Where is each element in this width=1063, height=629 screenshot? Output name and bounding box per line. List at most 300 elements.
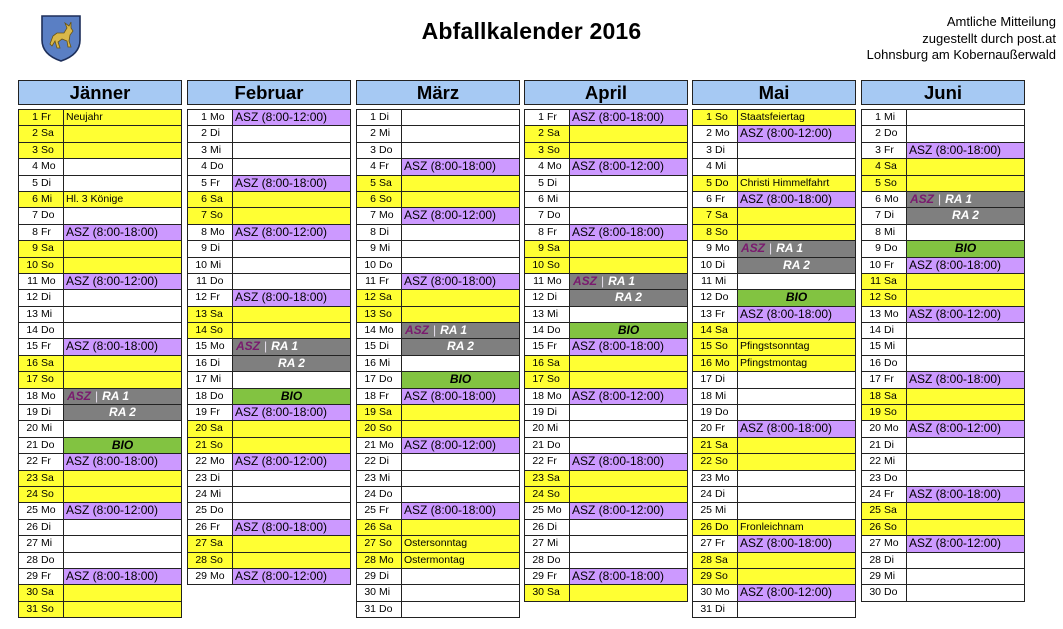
day-number: 26 [700, 520, 712, 533]
day-number: 24 [26, 487, 38, 500]
bio-label: BIO [954, 241, 977, 256]
day-cell [18, 405, 64, 420]
day-number: 22 [364, 455, 376, 468]
event-cell [738, 421, 856, 436]
day-number: 22 [532, 455, 544, 468]
day-number: 5 [201, 176, 207, 189]
day-cell [524, 487, 570, 502]
day-row [356, 389, 520, 405]
weekday: Mi [715, 160, 727, 173]
day-row [356, 143, 520, 159]
day-cell [18, 421, 64, 436]
day-number: 20 [364, 422, 376, 435]
day-row [692, 454, 856, 470]
event-cell [64, 159, 182, 174]
day-row [356, 536, 520, 552]
day-cell [524, 405, 570, 420]
day-row [692, 503, 856, 519]
day-cell [861, 503, 907, 518]
day-row [18, 176, 182, 192]
event-cell [738, 290, 856, 305]
ra-label: RA 2 [109, 405, 136, 420]
day-number: 19 [364, 406, 376, 419]
event-cell [738, 487, 856, 502]
event-cell [402, 241, 520, 256]
day-cell [692, 405, 738, 420]
weekday: Mo [41, 274, 56, 287]
event-cell [402, 389, 520, 404]
event-cell [570, 405, 688, 420]
page-title: Abfallkalender 2016 [421, 18, 642, 44]
info-line-1: Amtliche Mitteilung [946, 14, 1056, 29]
event-cell [738, 553, 856, 568]
day-number: 24 [700, 487, 712, 500]
day-number: 21 [195, 438, 207, 451]
weekday: Fr [547, 569, 557, 582]
weekday: Sa [547, 242, 560, 255]
day-cell [356, 405, 402, 420]
weekday: Mo [41, 504, 56, 517]
day-cell [524, 290, 570, 305]
day-row [861, 241, 1025, 257]
day-cell [18, 520, 64, 535]
event-cell [738, 258, 856, 273]
weekday: Mi [379, 586, 391, 599]
weekday: Do [884, 586, 898, 599]
month-column [861, 80, 1025, 602]
day-row [861, 585, 1025, 601]
day-number: 21 [700, 438, 712, 451]
event-cell [907, 290, 1025, 305]
weekday: Sa [379, 520, 392, 533]
day-row [692, 389, 856, 405]
event-cell [570, 274, 688, 289]
day-number: 7 [538, 209, 544, 222]
event-cell [738, 438, 856, 453]
weekday: Di [210, 356, 220, 369]
event-cell [64, 503, 182, 518]
day-row [861, 421, 1025, 437]
weekday: Sa [41, 242, 54, 255]
event-cell [402, 569, 520, 584]
event-cell [738, 520, 856, 535]
day-row [18, 274, 182, 290]
day-row [692, 602, 856, 618]
event-cell [233, 421, 351, 436]
day-row [356, 290, 520, 306]
weekday: Do [884, 356, 898, 369]
day-row [524, 110, 688, 126]
weekday: Mi [210, 143, 222, 156]
day-number: 4 [706, 160, 712, 173]
day-cell [356, 372, 402, 387]
day-cell [18, 503, 64, 518]
day-number: 7 [370, 209, 376, 222]
event-cell [738, 602, 856, 617]
weekday: Mo [210, 455, 225, 468]
day-cell [692, 503, 738, 518]
event-cell [233, 356, 351, 371]
weekday: Do [547, 553, 561, 566]
weekday: Do [715, 176, 729, 189]
event-cell [907, 356, 1025, 371]
day-number: 25 [195, 504, 207, 517]
month-days [356, 109, 520, 618]
weekday: Mo [210, 569, 225, 582]
weekday: Sa [210, 307, 223, 320]
weekday: Sa [884, 274, 897, 287]
weekday: Sa [210, 422, 223, 435]
event-cell [907, 159, 1025, 174]
day-cell [692, 520, 738, 535]
day-number: 29 [700, 569, 712, 582]
day-row [187, 487, 351, 503]
event-cell [233, 290, 351, 305]
day-row [187, 176, 351, 192]
day-number: 13 [364, 307, 376, 320]
day-row [187, 405, 351, 421]
day-row [18, 602, 182, 618]
event-cell [570, 126, 688, 141]
asz-label: ASZ (8:00-12:00) [740, 126, 833, 141]
month-column [18, 80, 182, 618]
day-row [524, 372, 688, 388]
weekday: Fr [41, 455, 51, 468]
day-number: 6 [201, 192, 207, 205]
day-number: 16 [532, 356, 544, 369]
day-number: 12 [700, 291, 712, 304]
day-row [187, 520, 351, 536]
day-row [18, 471, 182, 487]
event-cell [233, 192, 351, 207]
day-cell [692, 126, 738, 141]
ra-label: RA 2 [952, 208, 979, 223]
asz-label: ASZ (8:00-18:00) [66, 339, 159, 354]
weekday: So [547, 487, 560, 500]
weekday: So [715, 225, 728, 238]
asz-label: ASZ (8:00-12:00) [235, 568, 328, 583]
day-number: 11 [870, 274, 881, 287]
day-row [692, 241, 856, 257]
day-row [524, 405, 688, 421]
event-cell [64, 208, 182, 223]
separator: | [264, 339, 268, 354]
day-number: 3 [201, 143, 207, 156]
event-cell [402, 536, 520, 551]
asz-label: ASZ (8:00-18:00) [235, 405, 328, 420]
weekday: So [547, 143, 560, 156]
weekday: Fr [210, 291, 220, 304]
day-row [524, 553, 688, 569]
day-row [187, 454, 351, 470]
day-row [861, 372, 1025, 388]
weekday: Sa [41, 356, 54, 369]
day-cell [861, 487, 907, 502]
day-cell [356, 290, 402, 305]
day-row [187, 126, 351, 142]
day-row [692, 126, 856, 142]
day-cell [861, 126, 907, 141]
day-row [524, 569, 688, 585]
day-row [692, 176, 856, 192]
weekday: Mi [379, 471, 391, 484]
day-number: 18 [195, 389, 207, 402]
event-cell [738, 110, 856, 125]
day-row [524, 520, 688, 536]
day-cell [187, 307, 233, 322]
weekday: So [210, 553, 223, 566]
day-number: 9 [538, 242, 544, 255]
day-row [356, 307, 520, 323]
weekday: Di [547, 176, 557, 189]
asz-label: ASZ [910, 191, 934, 206]
event-cell [233, 110, 351, 125]
weekday: Do [715, 291, 729, 304]
day-row [524, 126, 688, 142]
day-row [187, 569, 351, 585]
day-number: 17 [700, 373, 712, 386]
weekday: Di [884, 553, 894, 566]
day-row [356, 126, 520, 142]
event-cell [907, 126, 1025, 141]
weekday: So [884, 406, 897, 419]
event-cell [402, 602, 520, 617]
day-cell [692, 356, 738, 371]
day-cell [18, 258, 64, 273]
day-cell [356, 258, 402, 273]
day-row [18, 438, 182, 454]
day-row [18, 520, 182, 536]
weekday: Mo [884, 307, 899, 320]
day-number: 30 [869, 586, 881, 599]
day-row [356, 176, 520, 192]
event-cell [907, 503, 1025, 518]
day-cell [18, 176, 64, 191]
asz-label: ASZ (8:00-18:00) [572, 339, 665, 354]
day-cell [524, 585, 570, 600]
day-cell [187, 471, 233, 486]
day-cell [524, 421, 570, 436]
event-cell [64, 176, 182, 191]
weekday: Do [379, 373, 393, 386]
day-cell [861, 258, 907, 273]
day-number: 7 [706, 209, 712, 222]
event-cell [570, 536, 688, 551]
day-number: 15 [26, 340, 38, 353]
weekday: Do [547, 438, 561, 451]
weekday: Sa [884, 389, 897, 402]
day-row [356, 372, 520, 388]
day-number: 1 [875, 111, 881, 123]
event-cell [907, 307, 1025, 322]
day-row [692, 290, 856, 306]
day-number: 2 [538, 127, 544, 140]
day-cell [692, 585, 738, 600]
day-cell [524, 241, 570, 256]
weekday: Mo [715, 127, 730, 140]
weekday: Fr [715, 192, 725, 205]
day-number: 16 [869, 356, 881, 369]
day-cell [524, 471, 570, 486]
day-row [861, 536, 1025, 552]
separator: | [601, 273, 605, 288]
asz-label: ASZ (8:00-18:00) [572, 224, 665, 239]
weekday: Mo [884, 192, 899, 205]
day-cell [692, 438, 738, 453]
day-cell [18, 356, 64, 371]
event-cell [570, 176, 688, 191]
weekday: Mi [41, 192, 53, 205]
event-cell [402, 585, 520, 600]
day-cell [18, 339, 64, 354]
asz-label: ASZ (8:00-12:00) [572, 159, 665, 174]
day-row [692, 421, 856, 437]
day-number: 29 [869, 569, 881, 582]
weekday: Fr [884, 143, 894, 156]
weekday: Sa [379, 291, 392, 304]
event-cell [64, 487, 182, 502]
day-cell [861, 372, 907, 387]
asz-label: ASZ (8:00-12:00) [572, 503, 665, 518]
weekday: Mo [547, 274, 562, 287]
asz-label: ASZ (8:00-12:00) [66, 503, 159, 518]
event-cell [738, 339, 856, 354]
day-cell [356, 323, 402, 338]
event-cell [570, 356, 688, 371]
event-cell [402, 405, 520, 420]
weekday: Sa [547, 471, 560, 484]
weekday: So [884, 520, 897, 533]
day-cell [861, 241, 907, 256]
weekday: Sa [547, 586, 560, 599]
day-cell [18, 438, 64, 453]
day-cell [18, 471, 64, 486]
month-column [187, 80, 351, 585]
event-cell [233, 438, 351, 453]
weekday: So [41, 373, 54, 386]
event-cell [402, 192, 520, 207]
day-number: 15 [700, 340, 712, 353]
month-days [18, 109, 182, 618]
weekday: Fr [715, 307, 725, 320]
day-number: 4 [32, 160, 38, 173]
weekday: So [210, 324, 223, 337]
event-cell [570, 520, 688, 535]
day-number: 13 [700, 307, 712, 320]
day-number: 8 [538, 225, 544, 238]
weekday: Di [41, 291, 51, 304]
day-row [524, 241, 688, 257]
day-number: 17 [364, 373, 376, 386]
event-cell [570, 307, 688, 322]
event-cell [738, 126, 856, 141]
day-number: 1 [32, 111, 38, 123]
day-cell [356, 471, 402, 486]
day-cell [524, 176, 570, 191]
day-row [18, 487, 182, 503]
event-cell [907, 208, 1025, 223]
day-number: 18 [532, 389, 544, 402]
day-number: 9 [370, 242, 376, 255]
weekday: Do [210, 504, 224, 517]
weekday: Mo [379, 209, 394, 222]
day-row [692, 356, 856, 372]
day-number: 13 [195, 307, 207, 320]
event-cell [570, 159, 688, 174]
weekday: Do [210, 389, 224, 402]
event-cell [402, 503, 520, 518]
event-cell [738, 323, 856, 338]
asz-label: ASZ (8:00-18:00) [740, 536, 833, 551]
asz-label: ASZ (8:00-18:00) [235, 519, 328, 534]
event-cell [570, 585, 688, 600]
day-cell [18, 569, 64, 584]
day-number: 13 [869, 307, 881, 320]
event-cell [402, 307, 520, 322]
weekday: Fr [379, 504, 389, 517]
weekday: Di [715, 373, 725, 386]
day-cell [524, 208, 570, 223]
day-cell [18, 192, 64, 207]
weekday: Mi [210, 373, 222, 386]
event-cell [402, 520, 520, 535]
day-number: 17 [195, 373, 207, 386]
day-row [524, 143, 688, 159]
day-cell [692, 487, 738, 502]
day-number: 6 [32, 192, 38, 205]
day-number: 25 [869, 504, 881, 517]
event-cell [64, 471, 182, 486]
day-cell [692, 307, 738, 322]
event-cell [64, 421, 182, 436]
day-cell [524, 192, 570, 207]
weekday: Di [210, 242, 220, 255]
event-cell [402, 159, 520, 174]
day-number: 13 [532, 307, 544, 320]
day-number: 23 [364, 471, 376, 484]
weekday: Mo [884, 422, 899, 435]
weekday: Mo [41, 389, 56, 402]
asz-label: ASZ (8:00-12:00) [235, 454, 328, 469]
day-number: 5 [875, 176, 881, 189]
day-cell [356, 389, 402, 404]
month-column [356, 80, 520, 618]
event-cell [64, 438, 182, 453]
day-cell [524, 520, 570, 535]
day-cell [692, 290, 738, 305]
day-number: 28 [869, 553, 881, 566]
day-number: 12 [532, 291, 544, 304]
event-cell [64, 405, 182, 420]
day-cell [356, 602, 402, 617]
day-number: 19 [26, 406, 38, 419]
event-cell [233, 323, 351, 338]
event-cell [233, 503, 351, 518]
event-cell [570, 192, 688, 207]
day-number: 3 [538, 143, 544, 156]
day-row [692, 159, 856, 175]
weekday: So [715, 340, 728, 353]
day-number: 29 [532, 569, 544, 582]
day-row [356, 274, 520, 290]
event-cell [233, 569, 351, 584]
holiday-label: Staatsfeiertag [740, 111, 805, 123]
day-cell [692, 159, 738, 174]
day-number: 21 [26, 438, 38, 451]
day-number: 28 [26, 553, 38, 566]
weekday: So [715, 569, 728, 582]
day-cell [187, 356, 233, 371]
